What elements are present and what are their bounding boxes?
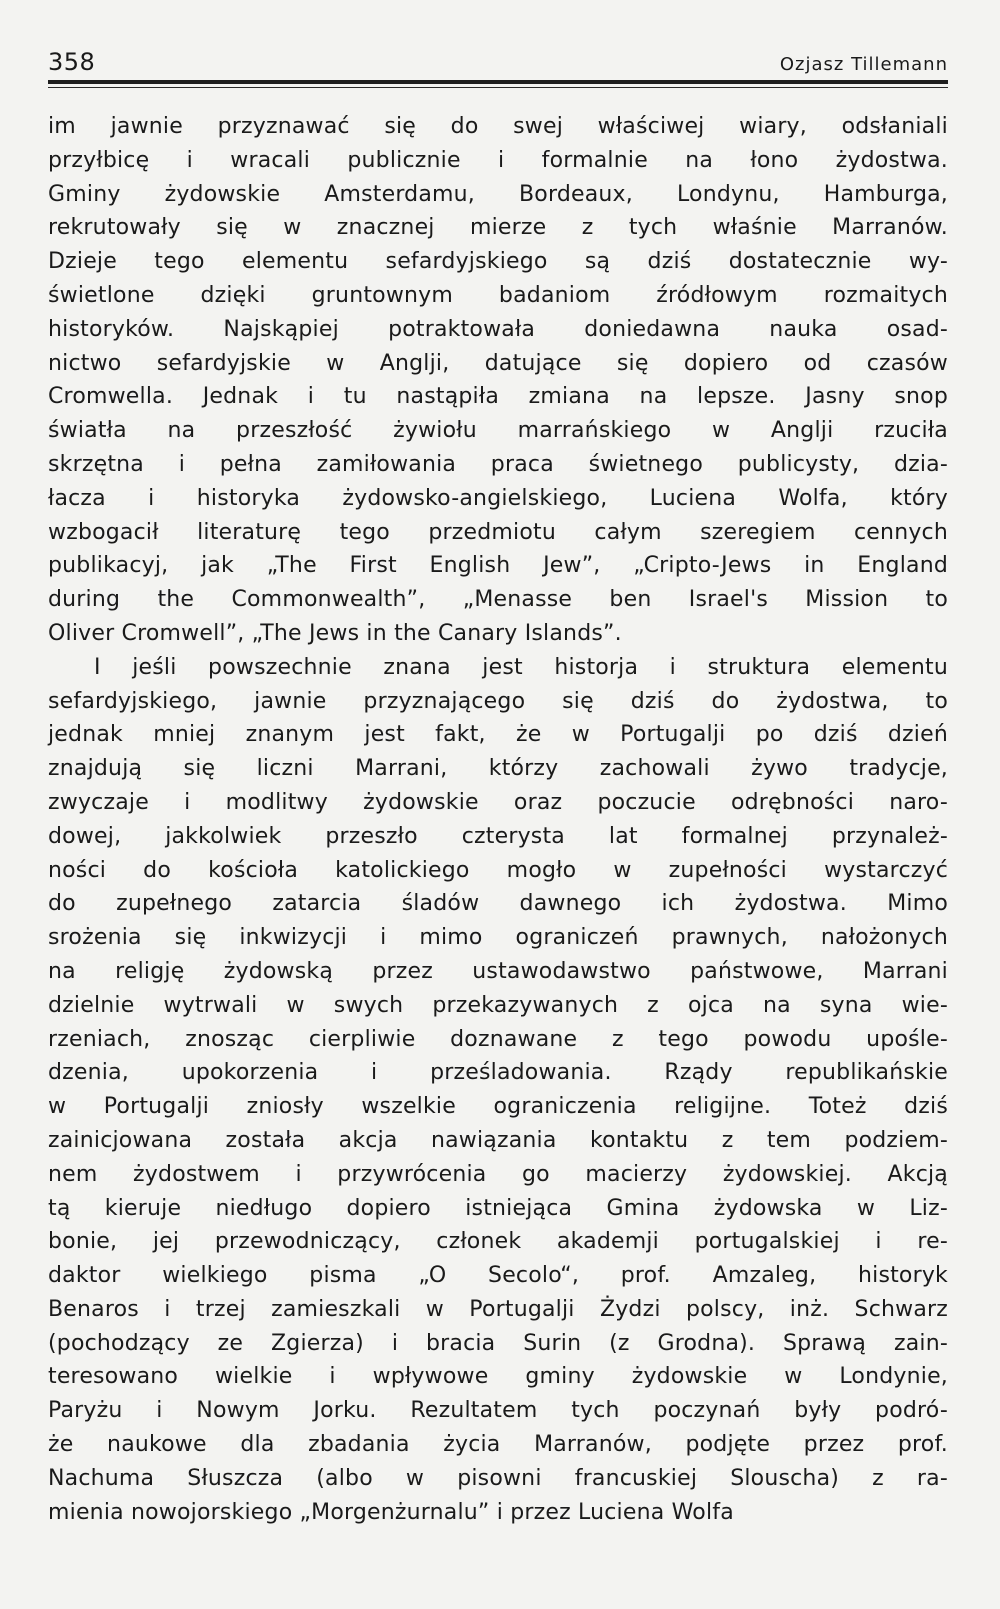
- text-line: I jeśli powszechnie znana jest historja i struktura elementu: [94, 654, 948, 680]
- text-line: przyłbicę i wracali publicznie i formalnie na łono żydostwa.: [48, 147, 948, 173]
- text-line: nem żydostwem i przywrócenia go macierzy żydowskiej. Akcją: [48, 1161, 948, 1187]
- text-line: teresowano wielkie i wpływowe gminy żydowskie w Londynie,: [48, 1364, 948, 1390]
- text-line: im jawnie przyznawać się do swej właściwej wiary, odsłaniali: [48, 114, 948, 139]
- text-line: znajdują się liczni Marrani, którzy zachowali żywo tradycje,: [48, 756, 948, 782]
- text-line: nictwo sefardyjskie w Anglji, datujące się dopiero od czasów: [48, 350, 948, 376]
- text-line: jednak mniej znanym jest fakt, że w Portugalji po dziś dzień: [48, 722, 948, 748]
- page-header: [48, 44, 948, 80]
- text-line: ności do kościoła katolickiego mogło w zupełności wystarczyć: [48, 857, 948, 883]
- text-line: dowej, jakkolwiek przeszło czterysta lat formalnej przynależ-: [48, 823, 948, 849]
- text-line: publikacyj, jak „The First English Jew”, „Cripto-Jews in England: [48, 553, 948, 579]
- text-line: Oliver Cromwell”, „The Jews in the Canary Islands”.: [48, 620, 622, 646]
- text-line: rekrutowały się w znacznej mierze z tych właśnie Marranów.: [48, 215, 948, 241]
- text-line: Cromwella. Jednak i tu nastąpiła zmiana na lepsze. Jasny snop: [48, 384, 948, 410]
- text-line: Nachuma Słuszcza (albo w pisowni francuskiej Slouscha) z ra-: [48, 1465, 948, 1491]
- text-line: dzenia, upokorzenia i prześladowania. Rządy republikańskie: [48, 1060, 948, 1086]
- text-line: do zupełnego zatarcia śladów dawnego ich żydostwa. Mimo: [48, 891, 948, 917]
- text-line: zainicjowana została akcja nawiązania kontaktu z tem podziem-: [48, 1127, 948, 1153]
- text-line: (pochodzący ze Zgierza) i bracia Surin (z Grodna). Sprawą zain-: [48, 1330, 948, 1356]
- paragraph-1: [48, 110, 948, 651]
- text-line: during the Commonwealth”, „Menasse ben Israel's Mission to: [48, 587, 948, 613]
- text-line: rzeniach, znosząc cierpliwie doznawane z tego powodu upośle-: [48, 1026, 948, 1052]
- text-line: wzbogacił literaturę tego przedmiotu całym szeregiem cennych: [48, 519, 948, 545]
- text-line: Paryżu i Nowym Jorku. Rezultatem tych poczynań były podró-: [48, 1398, 948, 1424]
- text-line: na religję żydowską przez ustawodawstwo państwowe, Marrani: [48, 958, 948, 984]
- text-line: sefardyjskiego, jawnie przyznającego się dziś do żydostwa, to: [48, 688, 948, 714]
- text-line: świetlone dzięki gruntownym badaniom źródłowym rozmaitych: [48, 282, 948, 308]
- text-line: światła na przeszłość żywiołu marrańskiego w Anglji rzuciła: [48, 418, 948, 444]
- text-line: daktor wielkiego pisma „O Secolo“, prof. Amzaleg, historyk: [48, 1263, 948, 1289]
- body-text: [48, 110, 948, 1529]
- text-line: historyków. Najskąpiej potraktowała doniedawna nauka osad-: [48, 316, 948, 342]
- text-line: skrzętna i pełna zamiłowania praca świetnego publicysty, dzia-: [48, 451, 948, 477]
- text-line: Gminy żydowskie Amsterdamu, Bordeaux, Londynu, Hamburga,: [48, 181, 948, 207]
- text-line: dzielnie wytrwali w swych przekazywanych z ojca na syna wie-: [48, 992, 948, 1018]
- text-line: że naukowe dla zbadania życia Marranów, podjęte przez prof.: [48, 1432, 948, 1458]
- book-page: [48, 44, 948, 1529]
- text-line: Benaros i trzej zamieszkali w Portugalji Żydzi polscy, inż. Schwarz: [48, 1296, 948, 1322]
- text-line: w Portugalji zniosły wszelkie ograniczenia religijne. Toteż dziś: [48, 1094, 948, 1120]
- text-line: bonie, jej przewodniczący, członek akademji portugalskiej i re-: [48, 1229, 948, 1255]
- text-line: mienia nowojorskiego „Morgenżurnalu” i przez Luciena Wolfa: [48, 1499, 734, 1525]
- header-rule: [48, 80, 948, 84]
- text-line: srożenia się inkwizycji i mimo ograniczeń prawnych, nałożonych: [48, 925, 948, 951]
- page-number: 358: [48, 48, 96, 76]
- text-line: łacza i historyka żydowsko-angielskiego, Luciena Wolfa, który: [48, 485, 948, 511]
- text-line: Dzieje tego elementu sefardyjskiego są dziś dostatecznie wy-: [48, 249, 948, 275]
- text-line: zwyczaje i modlitwy żydowskie oraz poczucie odrębności naro-: [48, 789, 948, 815]
- text-line: tą kieruje niedługo dopiero istniejąca Gmina żydowska w Liz-: [48, 1195, 948, 1221]
- paragraph-2: [48, 651, 948, 1530]
- running-head-author: Ozjasz Tillemann: [779, 54, 948, 75]
